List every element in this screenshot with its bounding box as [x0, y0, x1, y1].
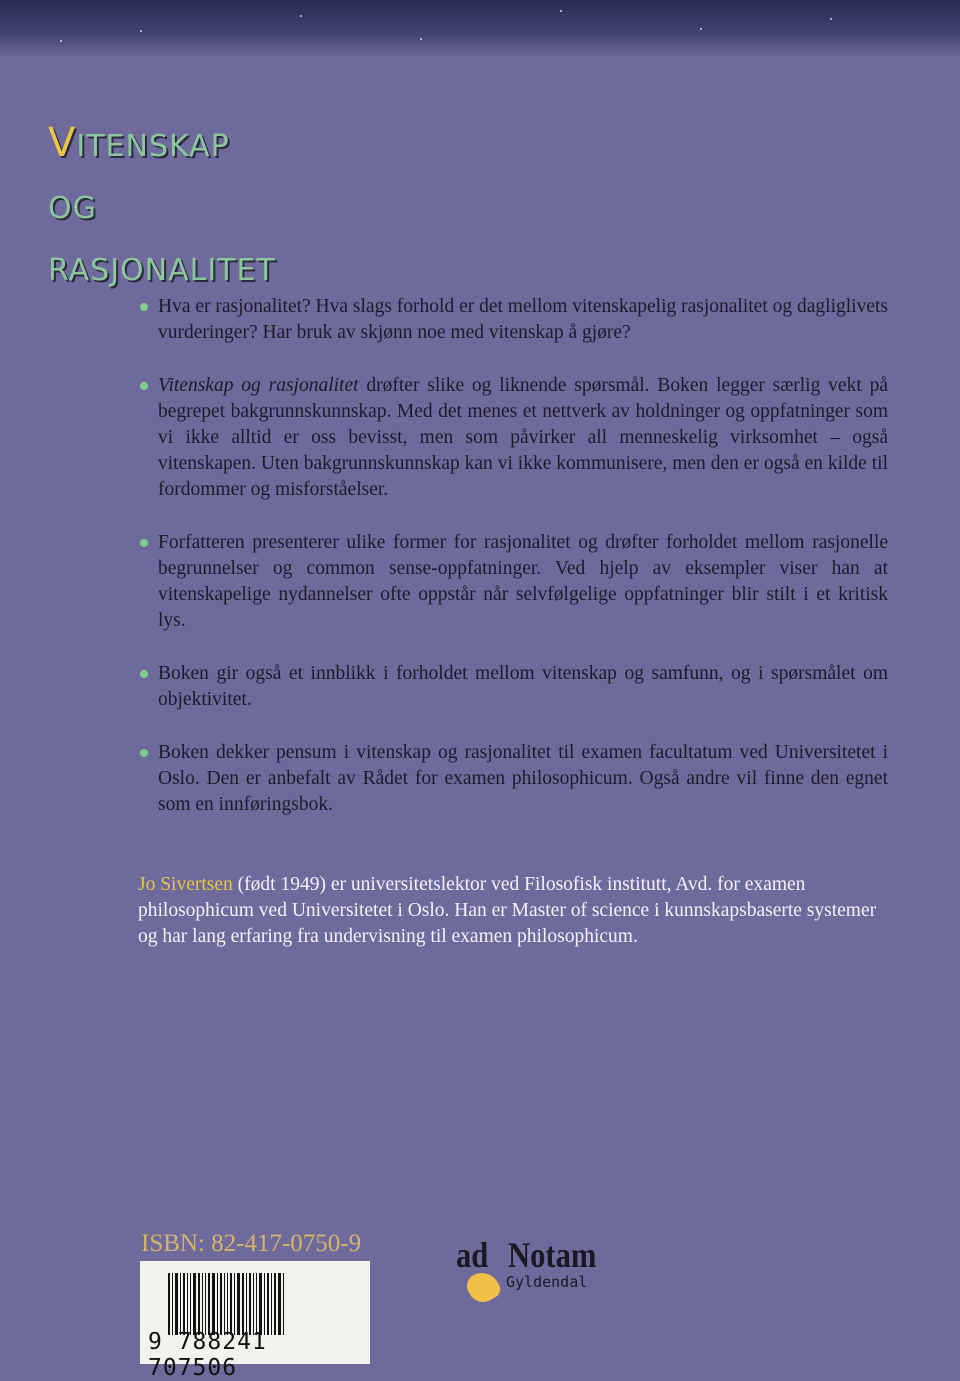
barcode-bar [283, 1273, 284, 1335]
barcode-bar [205, 1273, 206, 1335]
barcode-bar [253, 1273, 254, 1335]
barcode-bar [230, 1273, 232, 1335]
logo-ad: ad [456, 1235, 489, 1275]
barcode-bar [212, 1273, 215, 1335]
bullet-dot-icon [140, 539, 148, 547]
bullet-item [158, 740, 888, 818]
barcode-bar [246, 1273, 247, 1335]
bullet-dot-icon [140, 382, 148, 390]
barcode [140, 1261, 370, 1381]
bullet-text: Forfatteren presenterer ulike former for rasjonalitet og drøfter forholdet mellom rasjonelle begrunnelser og common sense-oppfatninger. Ved hjelp av eksempler viser han at vitenskapelige nydannelser ofte oppstår når selvfølgelige oppfatninger blir stilt i et kritisk lys. [158, 532, 888, 631]
barcode-bar [183, 1273, 185, 1335]
starfield-header [0, 0, 960, 58]
barcode-bar [264, 1273, 265, 1335]
barcode-bar [198, 1273, 200, 1335]
book-title [48, 112, 276, 302]
barcode-bar [168, 1273, 170, 1335]
barcode-bar [193, 1273, 196, 1335]
barcode-bars [168, 1273, 346, 1335]
barcode-bar [224, 1273, 225, 1335]
barcode-bar [242, 1273, 244, 1335]
bullet-text: Hva er rasjonalitet? Hva slags forhold er det mellom vitenskapelig rasjonalitet og dagliglivets vurderinger? Har bruk av skjønn noe med vitenskap å gjøre? [158, 296, 888, 343]
barcode-bar [259, 1273, 262, 1335]
barcode-bar [274, 1273, 276, 1335]
barcode-bar [237, 1273, 240, 1335]
barcode-bar [271, 1273, 272, 1335]
publisher-logo [456, 1234, 597, 1291]
barcode-bar [267, 1273, 269, 1335]
barcode-number: 9 788241 707506 [148, 1329, 267, 1381]
barcode-bar [190, 1273, 191, 1335]
barcode-bar [208, 1273, 210, 1335]
bullet-item [158, 373, 888, 503]
description-list [158, 294, 888, 845]
bullet-item [158, 661, 888, 713]
bullet-text: drøfter slike og liknende spørsmål. Boken legger særlig vekt på begrepet bakgrunnskunnskap. Med det menes et nettverk av holdninger og oppfatninger som vi ikke alltid er oss bevisst, men som påvirker all menneskelig virksomhet – også vitenskapen. Uten bakgrunnskunnskap kan vi ikke kommunisere, men den er også en kilde til fordommer og misforståelser. [158, 375, 888, 500]
bullet-item [158, 294, 888, 346]
bullet-dot-icon [140, 670, 148, 678]
barcode-bar [278, 1273, 281, 1335]
barcode-bar [234, 1273, 235, 1335]
bullet-dot-icon [140, 303, 148, 311]
barcode-bar [202, 1273, 203, 1335]
barcode-bar [180, 1273, 181, 1335]
barcode-bar [175, 1273, 178, 1335]
barcode-bar [217, 1273, 218, 1335]
title-line-1: ITENSKAP [76, 129, 230, 164]
barcode-bar [256, 1273, 257, 1335]
author-bio-text: (født 1949) er universitetslektor ved Filosofisk institutt, Avd. for examen philosophicum ved Universitetet i Oslo. Han er Master of science i kunnskapsbaserte systemer og har lang erfaring fra undervisning til examen philosophicum. [138, 874, 877, 947]
logo-imprint: Gyldendal [506, 1273, 588, 1291]
isbn: ISBN: 82-417-0750-9 [141, 1230, 362, 1257]
title-initial: V [48, 120, 77, 166]
bullet-text: Boken dekker pensum i vitenskap og rasjonalitet til examen facultatum ved Universitetet i Oslo. Den er anbefalt av Rådet for examen philosophicum. Også andre vil finne den egnet som en innføringsbok. [158, 742, 888, 815]
book-title-italic: Vitenskap og rasjonalitet [158, 375, 359, 396]
title-line-2: OG [48, 191, 97, 226]
logo-notam: Notam [508, 1235, 597, 1275]
barcode-bar [227, 1273, 228, 1335]
barcode-bar [187, 1273, 188, 1335]
bullet-text: Boken gir også et innblikk i forholdet mellom vitenskap og samfunn, og i spørsmålet om objektivitet. [158, 663, 888, 710]
author-bio [138, 872, 890, 950]
author-name: Jo Sivertsen [138, 874, 233, 895]
bullet-item [158, 530, 888, 634]
barcode-bar [220, 1273, 222, 1335]
barcode-bar [172, 1273, 173, 1335]
title-line-3: RASJONALITET [48, 253, 276, 288]
barcode-bar [249, 1273, 251, 1335]
bullet-dot-icon [140, 749, 148, 757]
